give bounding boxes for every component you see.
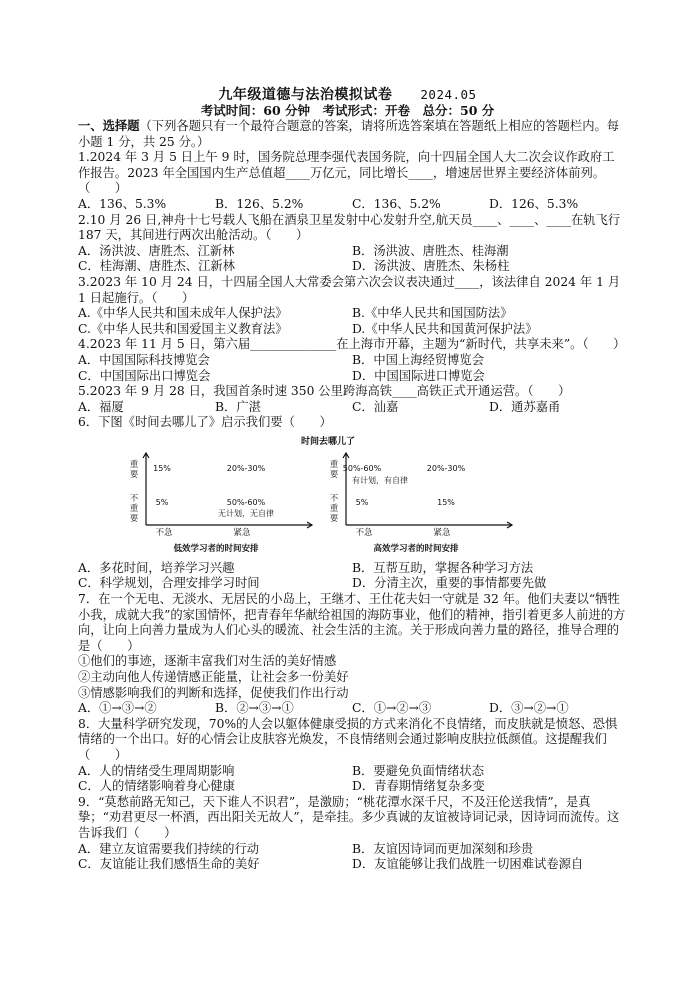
option-a[interactable]: A．汤洪波、唐胜杰、江新林 — [78, 243, 235, 258]
section-heading — [78, 118, 626, 150]
option-c[interactable]: C．科学规划，合理安排学习时间 — [78, 576, 260, 591]
question-stem: 5.2023 年 9 月 28 日，我国首条时速 350 公里跨海高铁____高铁正式开通运营。（ ） — [78, 384, 571, 399]
cell-not-important-urgent: 15% — [437, 497, 455, 507]
x-label-not-urgent: 不急 — [155, 527, 173, 538]
panel-note: 有计划，有自律 — [352, 475, 408, 485]
chart-title: 时间去哪儿了 — [300, 436, 356, 447]
x-label-not-urgent: 不急 — [355, 527, 373, 538]
y-label-not-important: 重 — [329, 503, 339, 514]
question-options — [78, 764, 626, 795]
section-heading-bold: 一、选择题 — [78, 118, 140, 133]
cell-not-important-not-urgent: 5% — [355, 497, 369, 507]
option-b[interactable]: B．广湛 — [215, 399, 261, 414]
option-d[interactable]: D.《中华人民共和国黄河保护法》 — [352, 321, 538, 336]
question-stem: 3.2023 年 10 月 24 日，十四届全国人大常委会第六次会议表决通过____，该法律自 2024 年 1 月 1 日起施行。（ ） — [78, 274, 621, 305]
cell-important-urgent: 20%-30% — [426, 463, 466, 473]
y-label-important: 重 — [129, 459, 139, 470]
panel-caption: 低效学习者的时间安排 — [173, 543, 259, 554]
y-label-not-important: 不 — [129, 493, 139, 504]
question-options — [78, 561, 626, 592]
option-d[interactable]: D．友谊能够让我们战胜一切困难试卷源自 — [352, 857, 584, 872]
question-options — [78, 244, 626, 275]
option-d[interactable]: D．汤洪波、唐胜杰、朱杨柱 — [352, 259, 510, 274]
option-c[interactable]: C．136、5.2% — [352, 196, 441, 211]
option-a[interactable]: A．多花时间，培养学习兴趣 — [78, 560, 235, 575]
option-d[interactable]: D．中国国际进口博览会 — [352, 368, 485, 383]
option-a[interactable]: A.《中华人民共和国未成年人保护法》 — [78, 306, 288, 321]
panel-note: 无计划，无自律 — [218, 508, 274, 518]
cell-important-not-urgent: 15% — [153, 463, 171, 473]
time-chart — [78, 433, 626, 559]
question-stem: 2.10 月 26 日,神舟十七号载人飞船在酒泉卫星发射中心发射升空,航天员____、____、____在轨飞行 187 天，其间进行两次出舱活动。（ ） — [78, 212, 621, 243]
option-b[interactable]: B.《中华人民共和国国防法》 — [352, 306, 513, 321]
question-options — [78, 400, 626, 416]
x-label-urgent: 紧急 — [433, 527, 451, 538]
option-c[interactable]: C．桂海潮、唐胜杰、江新林 — [78, 259, 235, 274]
option-d[interactable]: D．分清主次，重要的事情都要先做 — [352, 576, 547, 591]
question-stem: 6．下图《时间去哪儿了》启示我们要（ ） — [78, 415, 332, 430]
option-c[interactable]: C.《中华人民共和国爱国主义教育法》 — [78, 321, 288, 336]
option-b[interactable]: B．要避免负面情绪状态 — [352, 763, 485, 778]
y-label-important: 重 — [329, 459, 339, 470]
statement-item: ②主动向他人传递情感正能量，让社会多一份美好 — [78, 670, 349, 685]
y-label-not-important: 不 — [329, 493, 339, 504]
option-c[interactable]: C．汕嘉 — [352, 399, 399, 414]
option-a[interactable]: A．人的情绪受生理周期影响 — [78, 763, 235, 778]
question-options — [78, 353, 626, 384]
option-b[interactable]: B．友谊因诗词而更加深刻和珍贵 — [352, 841, 534, 856]
option-b[interactable]: B．中国上海经贸博览会 — [352, 352, 485, 367]
option-a[interactable]: A．建立友谊需要我们持续的行动 — [78, 841, 260, 856]
question-options — [78, 197, 626, 213]
option-b[interactable]: B．汤洪波、唐胜杰、桂海潮 — [352, 243, 509, 258]
statement-item: ③情感影响我们的判断和选择，促使我们作出行动 — [78, 685, 349, 700]
option-c[interactable]: C．中国国际出口博览会 — [78, 368, 211, 383]
option-b[interactable]: B．互帮互助，掌握各种学习方法 — [352, 560, 534, 575]
option-b[interactable]: B．②→③→① — [215, 701, 294, 716]
option-d[interactable]: D．通苏嘉甬 — [489, 399, 561, 414]
y-label-not-important: 要 — [129, 513, 139, 524]
time-chart-svg — [118, 433, 538, 557]
y-label-important: 要 — [129, 469, 139, 480]
option-c[interactable]: C．人的情绪影响着身心健康 — [78, 779, 235, 794]
question-options — [78, 842, 626, 873]
option-c[interactable]: C．①→②→③ — [352, 701, 432, 716]
exam-content — [78, 118, 626, 873]
question-stem: 9．“莫愁前路无知己，天下谁人不识君”，是激励；“桃花潭水深千尺，不及汪伦送我情”，是真挚；“劝君更尽一杯酒，西出阳关无故人”，是牵挂。多少真诚的友谊被诗词记录，因诗词而流传。这告诉我们（ ） — [78, 794, 620, 840]
exam-date: 2024.05 — [420, 87, 477, 102]
option-d[interactable]: D．126、5.3% — [489, 196, 579, 211]
section-heading-text: （下列各题只有一个最符合题意的答案，请将所选答案填在答题纸上相应的答题栏内。每小题 1 分，共 25 分。） — [78, 119, 620, 149]
exam-info: 考试时间：60 分钟 考试形式：开卷 总分：50 分 — [200, 103, 495, 118]
option-a[interactable]: A．中国国际科技博览会 — [78, 352, 210, 367]
cell-important-urgent: 20%-30% — [226, 463, 266, 473]
statement-item: ①他们的事迹，逐渐丰富我们对生活的美好情感 — [78, 654, 337, 669]
option-a[interactable]: A．福厦 — [78, 399, 124, 414]
option-d[interactable]: D．③→②→① — [489, 701, 569, 716]
question-options — [78, 306, 626, 337]
y-label-not-important: 重 — [129, 503, 139, 514]
option-b[interactable]: B．126、5.2% — [215, 196, 304, 211]
chart-panels — [130, 453, 512, 554]
option-a[interactable]: A．①→③→② — [78, 701, 157, 716]
cell-not-important-urgent: 50%-60% — [226, 497, 266, 507]
question-options — [78, 701, 626, 717]
title-text: 九年级道德与法治模拟试卷 — [218, 87, 393, 103]
question-stem: 1.2024 年 3 月 5 日上午 9 时，国务院总理李强代表国务院，向十四届全国人大二次会议作政府工作报告。2023 年全国国内生产总值超____万亿元，同比增长____，增速居世界主要经济体前列。（ ） — [78, 150, 615, 196]
cell-important-not-urgent: 50%-60% — [342, 463, 382, 473]
cell-not-important-not-urgent: 5% — [155, 497, 169, 507]
option-c[interactable]: C．友谊能让我们感悟生命的美好 — [78, 857, 260, 872]
question-stem: 8．大量科学研究发现，70%的人会以躯体健康受损的方式来消化不良情绪，而皮肤就是愤怒、恐惧情绪的一个出口。好的心情会让皮肤容光焕发，不良情绪则会通过影响皮肤拉低颜值。这提醒我们（ ） — [78, 716, 618, 762]
option-a[interactable]: A．136、5.3% — [78, 196, 167, 211]
y-label-important: 要 — [329, 469, 339, 480]
y-label-not-important: 要 — [329, 513, 339, 524]
x-label-urgent: 紧急 — [233, 527, 251, 538]
panel-caption: 高效学习者的时间安排 — [373, 543, 459, 554]
question-stem: 4.2023 年 11 月 5 日，第六届______________在上海市开幕，主题为“新时代，共享未来”。（ ） — [78, 337, 626, 352]
option-d[interactable]: D．青春期情绪复杂多变 — [352, 779, 485, 794]
question-stem: 7．在一个无电、无淡水、无居民的小岛上，王继才、王仕花夫妇一守就是 32 年。他们夫妻以“牺牲小我，成就大我”的家国情怀，把青春年华献给祖国的海防事业，他们的精神，指引着更多人前进的方向，让向上向善力量成为人们心头的暖流、社会生活的主流。关于形成向善力量的路径，推导合理的是（ ） — [78, 592, 626, 653]
